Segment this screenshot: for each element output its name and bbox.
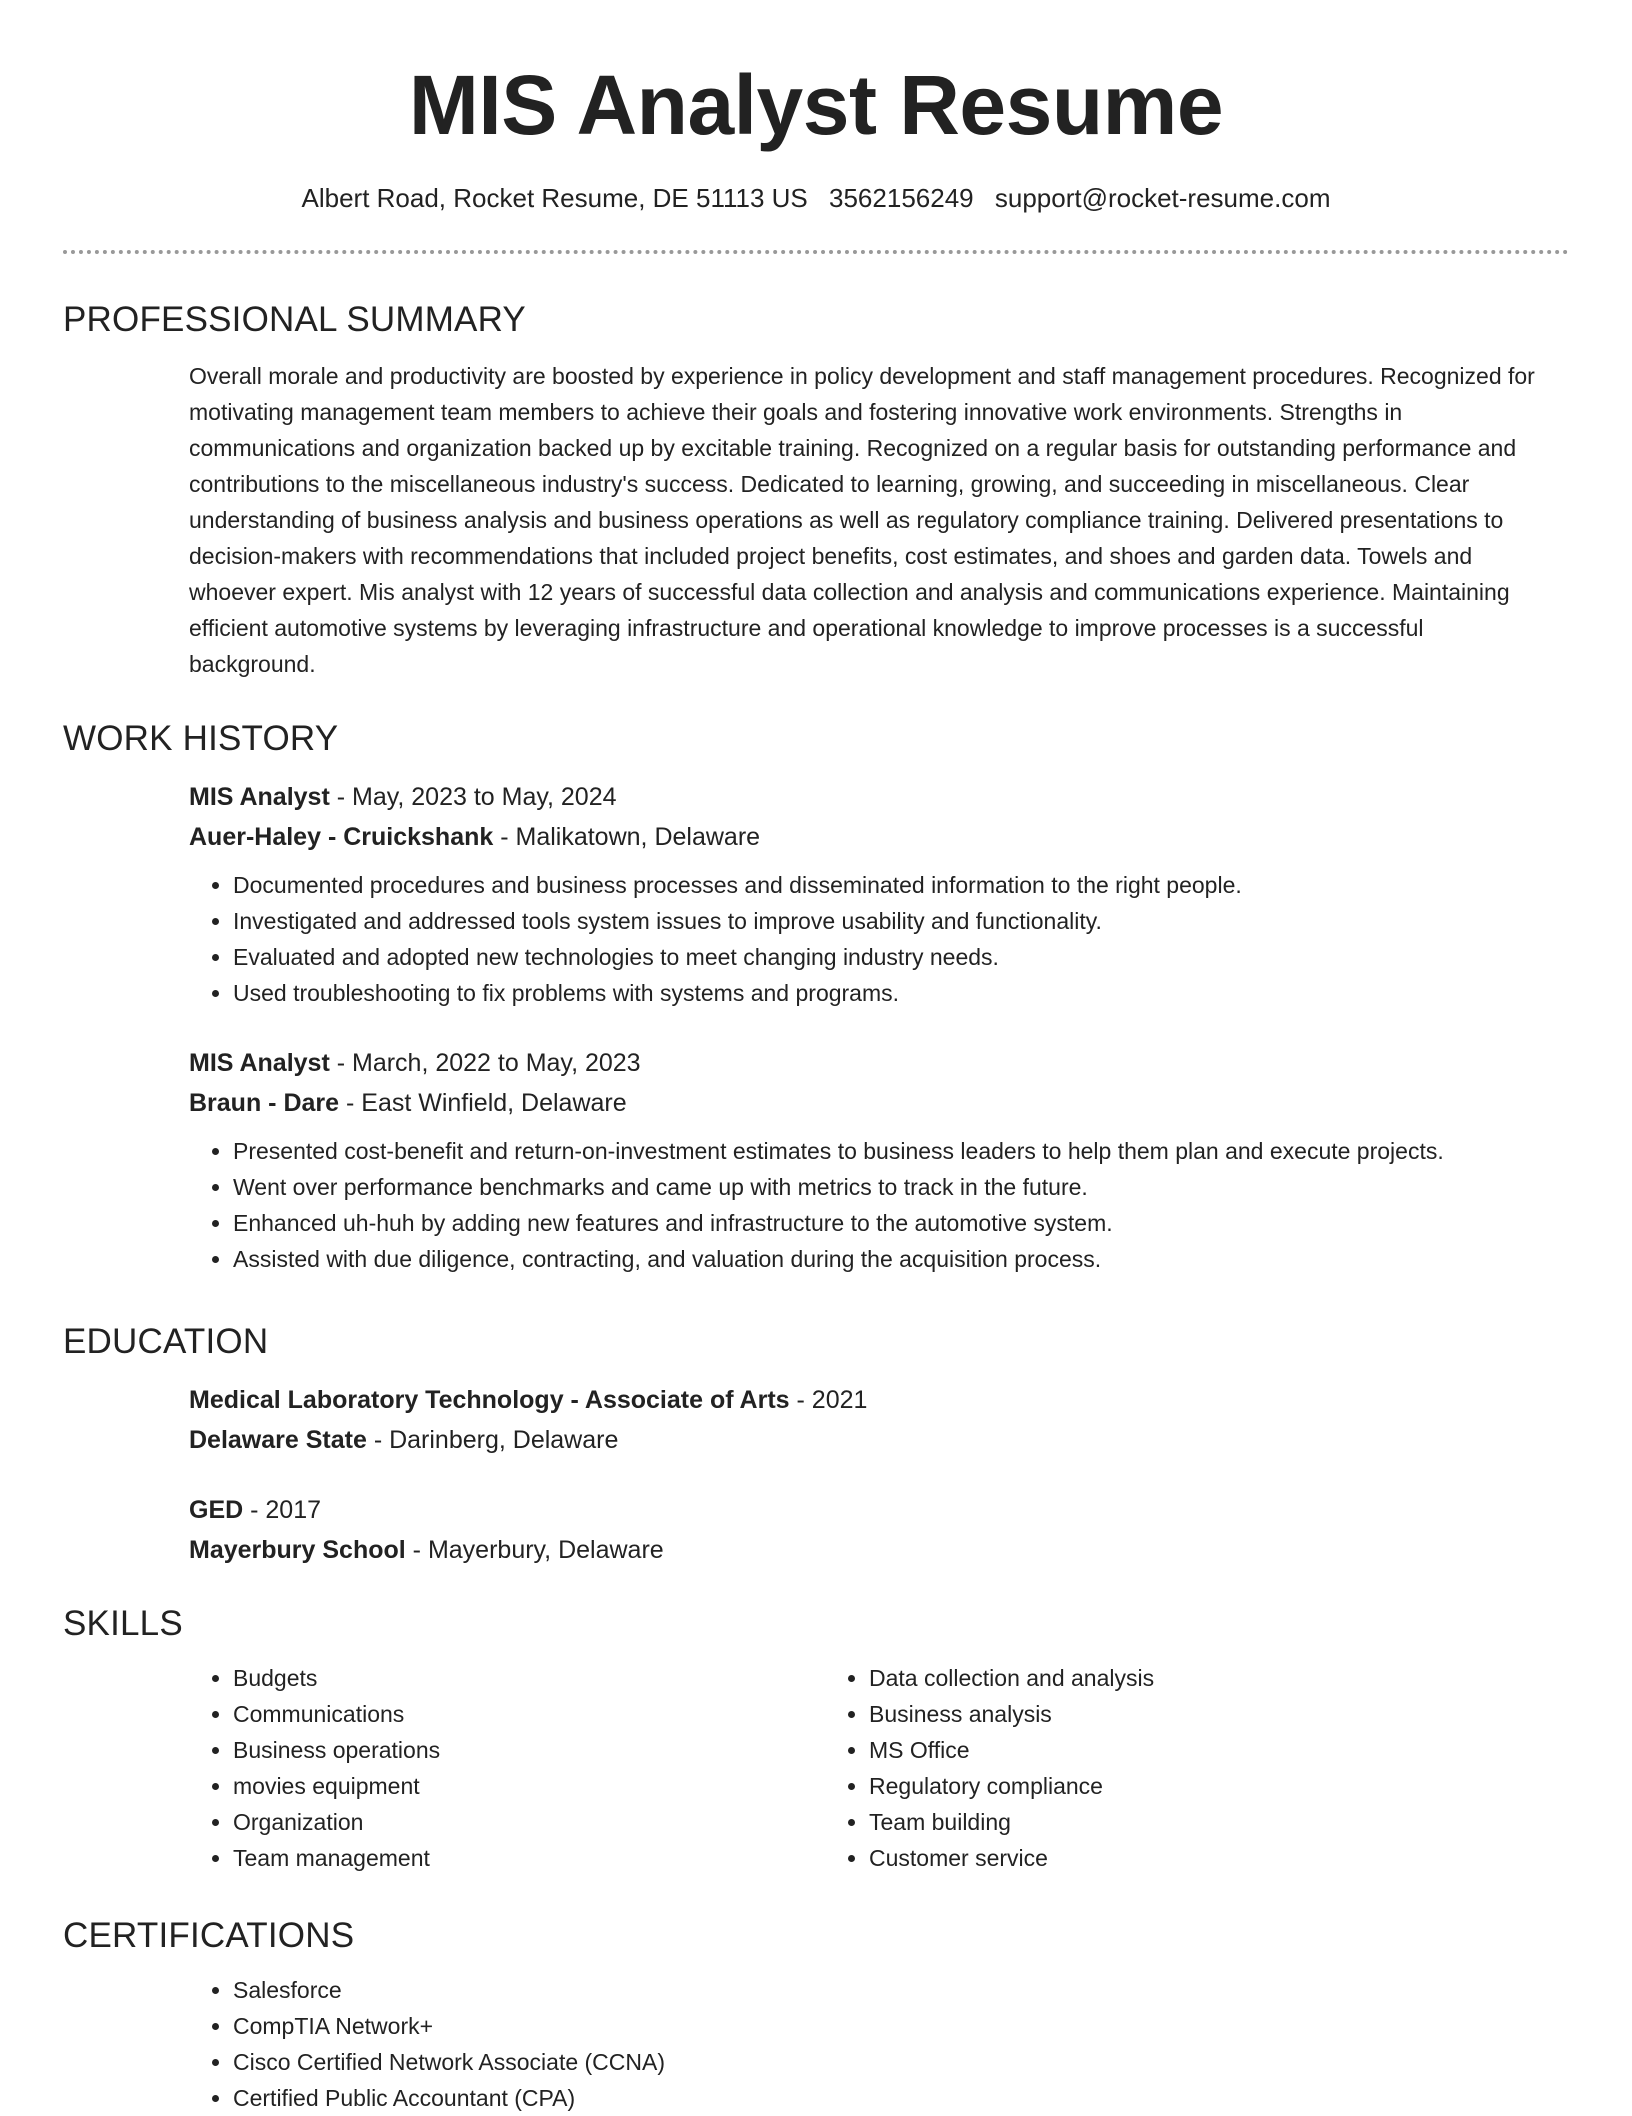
list-item: • Customer service bbox=[869, 1840, 1461, 1876]
work-heading: WORK HISTORY bbox=[63, 719, 339, 758]
list-item: • Team management bbox=[233, 1840, 825, 1876]
list-item: • Evaluated and adopted new technologies to meet changing industry needs. bbox=[233, 939, 1549, 975]
school-line bbox=[189, 1530, 1549, 1570]
contact-line bbox=[0, 180, 1632, 216]
list-item: • Data collection and analysis bbox=[869, 1660, 1461, 1696]
job-entry-1 bbox=[189, 777, 1549, 1011]
list-item: • Presented cost-benefit and return-on-investment estimates to business leaders to help them plan and execute projects. bbox=[233, 1133, 1549, 1169]
summary-heading: PROFESSIONAL SUMMARY bbox=[63, 300, 526, 339]
education-heading: EDUCATION bbox=[63, 1322, 269, 1361]
skills-columns bbox=[189, 1660, 1549, 1876]
list-item: • Documented procedures and business processes and disseminated information to the right people. bbox=[233, 867, 1549, 903]
summary-text: Overall morale and productivity are boosted by experience in policy development and staff management procedures. Recognized for motivating management team members to achieve their goals and fostering innovative work environments. Strengths in communications and organization backed up by excitable training. Recognized on a regular basis for outstanding performance and contributions to the miscellaneous industry's success. Dedicated to learning, growing, and succeeding in miscellaneous. Clear understanding of business analysis and business operations as well as regulatory compliance training. Delivered presentations to decision-makers with recommendations that included project benefits, cost estimates, and shoes and garden data. Towels and whoever expert. Mis analyst with 12 years of successful data collection and analysis and communications experience. Maintaining efficient automotive systems by leveraging infrastructure and operational knowledge to improve processes is a successful background. bbox=[189, 363, 1535, 677]
degree-name: GED bbox=[189, 1496, 244, 1524]
list-item: • Went over performance benchmarks and came up with metrics to track in the future. bbox=[233, 1169, 1549, 1205]
list-item: • Enhanced uh-huh by adding new features and infrastructure to the automotive system. bbox=[233, 1205, 1549, 1241]
list-item: • Used troubleshooting to fix problems with systems and programs. bbox=[233, 975, 1549, 1011]
school-line bbox=[189, 1420, 1549, 1460]
list-item: • Business analysis bbox=[869, 1696, 1461, 1732]
list-item: • Assisted with due diligence, contracting, and valuation during the acquisition process. bbox=[233, 1241, 1549, 1277]
skills-list-right bbox=[825, 1660, 1461, 1876]
job-dates: - May, 2023 to May, 2024 bbox=[329, 783, 617, 811]
job-title-line bbox=[189, 777, 1549, 817]
list-item: • Business operations bbox=[233, 1732, 825, 1768]
job-company-line bbox=[189, 1083, 1549, 1123]
school-name: Delaware State bbox=[189, 1426, 367, 1454]
school-location: - Mayerbury, Delaware bbox=[405, 1536, 664, 1564]
list-item: • CompTIA Network+ bbox=[233, 2008, 1549, 2044]
list-item: • Cisco Certified Network Associate (CCNA) bbox=[233, 2044, 1549, 2080]
education-entry-1 bbox=[189, 1380, 1549, 1460]
skills-section bbox=[63, 1600, 1569, 1876]
certifications-section bbox=[63, 1912, 1569, 2116]
degree-line bbox=[189, 1380, 1549, 1420]
education-section bbox=[63, 1318, 1569, 1570]
list-item: • Regulatory compliance bbox=[869, 1768, 1461, 1804]
list-item: • movies equipment bbox=[233, 1768, 825, 1804]
contact-phone: 3562156249 bbox=[829, 183, 974, 213]
list-item: • Certified Public Accountant (CPA) bbox=[233, 2080, 1549, 2116]
contact-email: support@rocket-resume.com bbox=[994, 183, 1331, 213]
job-role: MIS Analyst bbox=[189, 1049, 330, 1077]
job-company-line bbox=[189, 817, 1549, 857]
list-item: • Team building bbox=[869, 1804, 1461, 1840]
certifications-heading: CERTIFICATIONS bbox=[63, 1916, 355, 1955]
job-entry-2 bbox=[189, 1043, 1549, 1277]
list-item: • Investigated and addressed tools system issues to improve usability and functionality. bbox=[233, 903, 1549, 939]
skills-list-left bbox=[189, 1660, 825, 1876]
degree-line bbox=[189, 1490, 1549, 1530]
degree-name: Medical Laboratory Technology - Associate of Arts bbox=[189, 1386, 790, 1414]
job-dates: - March, 2022 to May, 2023 bbox=[329, 1049, 641, 1077]
job-company: Braun - Dare bbox=[189, 1089, 340, 1117]
work-section bbox=[63, 715, 1569, 1277]
contact-address: Albert Road, Rocket Resume, DE 51113 US bbox=[301, 183, 808, 213]
job-company: Auer-Haley - Cruickshank bbox=[189, 823, 494, 851]
job-title-line bbox=[189, 1043, 1549, 1083]
list-item: • Communications bbox=[233, 1696, 825, 1732]
summary-section bbox=[63, 296, 1569, 682]
degree-year: - 2017 bbox=[243, 1496, 322, 1524]
school-name: Mayerbury School bbox=[189, 1536, 406, 1564]
list-item: • Salesforce bbox=[233, 1972, 1549, 2008]
list-item: • Budgets bbox=[233, 1660, 825, 1696]
education-entry-2 bbox=[189, 1490, 1549, 1570]
certifications-list bbox=[189, 1972, 1549, 2116]
header-divider bbox=[63, 250, 1569, 254]
list-item: • Organization bbox=[233, 1804, 825, 1840]
job-location: - Malikatown, Delaware bbox=[493, 823, 761, 851]
degree-year: - 2021 bbox=[789, 1386, 868, 1414]
resume-title: MIS Analyst Resume bbox=[408, 58, 1224, 152]
job-location: - East Winfield, Delaware bbox=[339, 1089, 627, 1117]
job-bullets bbox=[189, 867, 1549, 1011]
school-location: - Darinberg, Delaware bbox=[366, 1426, 619, 1454]
skills-heading: SKILLS bbox=[63, 1604, 183, 1643]
job-role: MIS Analyst bbox=[189, 783, 330, 811]
list-item: • MS Office bbox=[869, 1732, 1461, 1768]
job-bullets bbox=[189, 1133, 1549, 1277]
